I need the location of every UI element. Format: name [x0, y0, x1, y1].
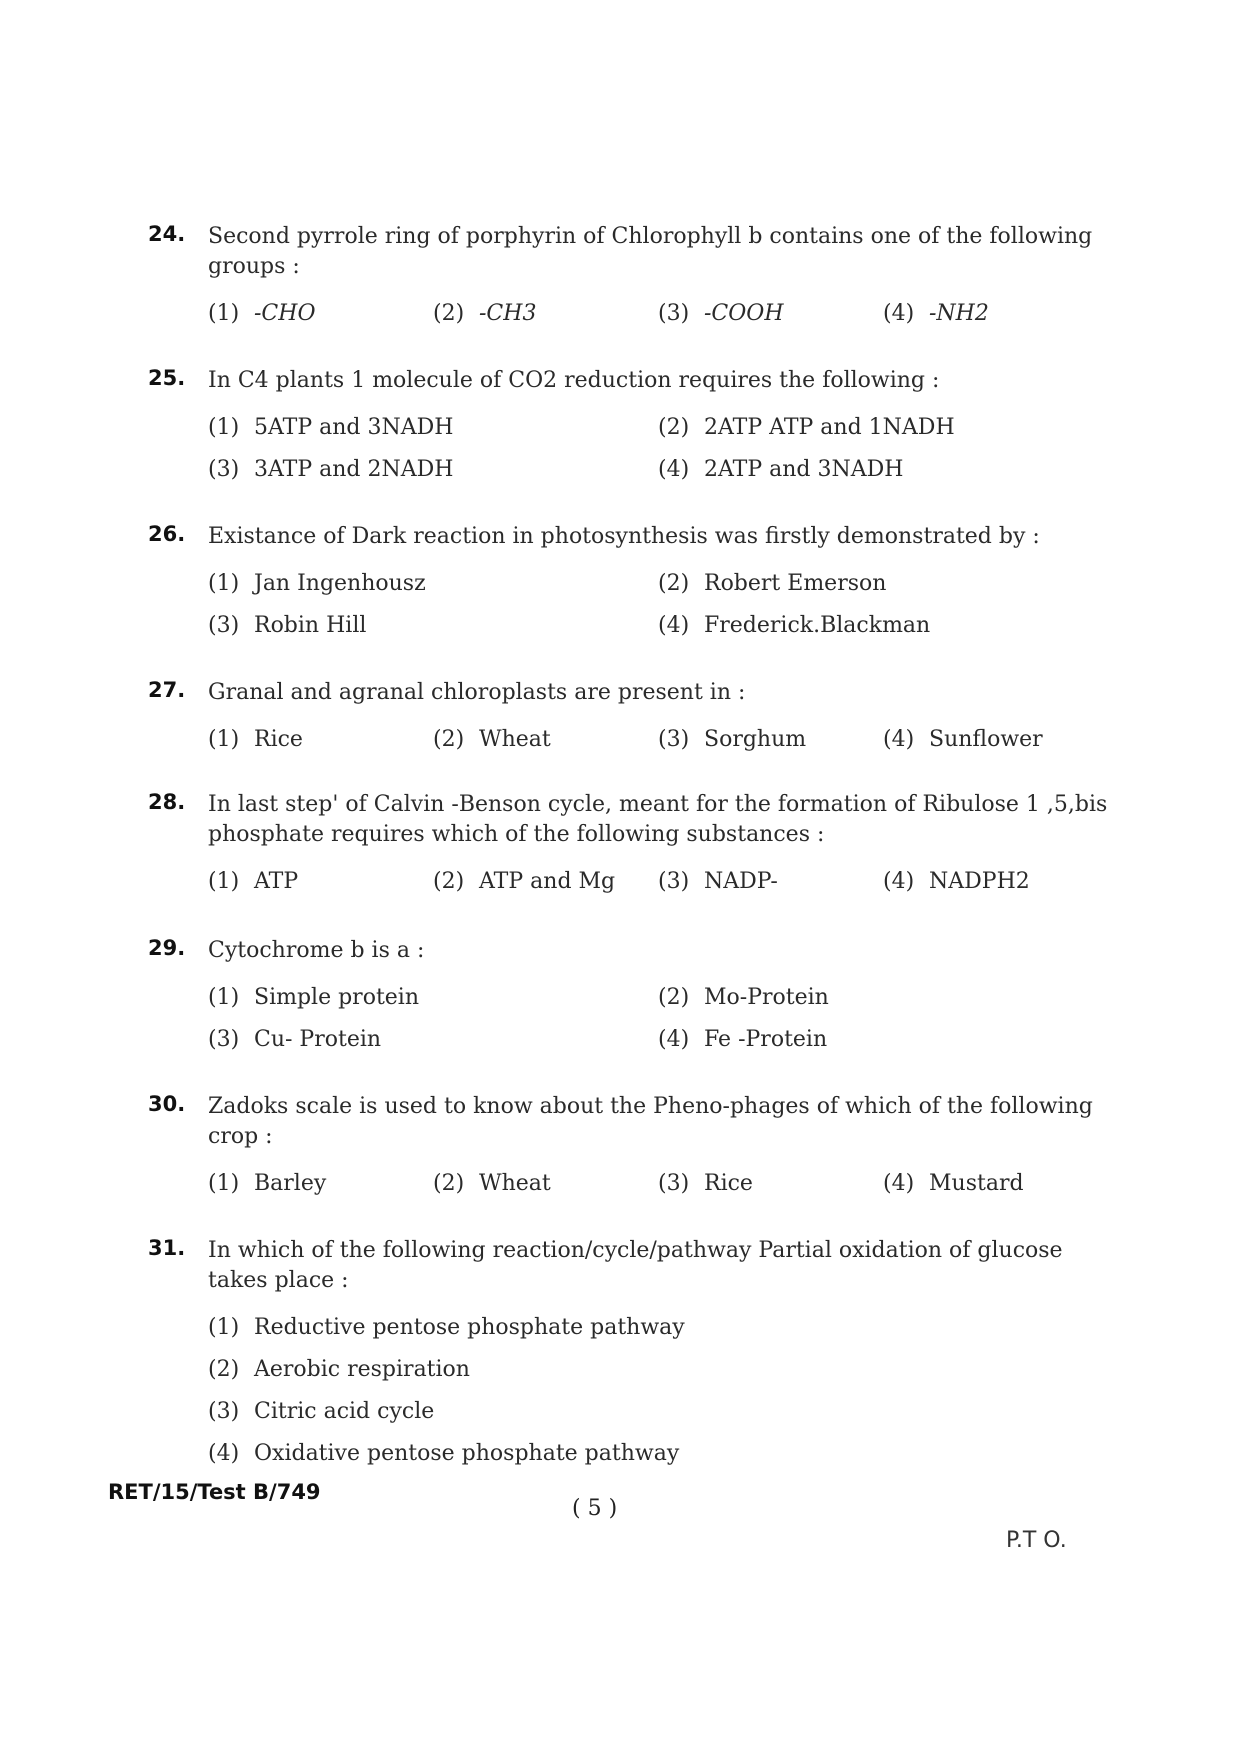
option-1: (1) -CHO	[208, 300, 316, 326]
option-4: (4) NADPH2	[883, 868, 1030, 894]
options	[208, 718, 1108, 760]
pto-label: P.T O.	[1006, 1528, 1067, 1553]
question-text: Existance of Dark reaction in photosynthesis was firstly demonstrated by :	[208, 524, 1040, 549]
question-27	[148, 678, 1108, 760]
option-3: (3) NADP-	[658, 868, 778, 894]
option-4: (4) 2ATP and 3NADH	[658, 456, 904, 482]
question-24	[148, 222, 1108, 334]
question-text: In C4 plants 1 molecule of CO2 reduction requires the following :	[208, 368, 940, 393]
option-1: (1) Rice	[208, 726, 303, 752]
option-3: (3) 3ATP and 2NADH	[208, 456, 454, 482]
question-30	[148, 1092, 1108, 1204]
options	[208, 292, 1108, 334]
question-number: 26.	[148, 522, 186, 546]
question-number: 30.	[148, 1092, 186, 1116]
option-2: (2) -CH3	[433, 300, 537, 326]
test-code: RET/15/Test B/749	[108, 1480, 321, 1504]
option-3: (3) Cu- Protein	[208, 1026, 382, 1052]
option-4: (4) Frederick.Blackman	[658, 612, 931, 638]
options	[208, 860, 1108, 902]
question-number: 31.	[148, 1236, 186, 1260]
option-4: (4) Mustard	[883, 1170, 1024, 1196]
question-text: Zadoks scale is used to know about the Pheno-phages of which of the following crop :	[208, 1094, 1093, 1149]
options	[208, 1306, 1108, 1474]
option-4: (4) -NH2	[883, 300, 989, 326]
option-2: (2) Aerobic respiration	[208, 1356, 470, 1382]
option-2: (2) Mo-Protein	[658, 984, 829, 1010]
question-26	[148, 522, 1108, 646]
option-2: (2) 2ATP ATP and 1NADH	[658, 414, 955, 440]
option-1: (1) Jan Ingenhousz	[208, 570, 426, 596]
question-25	[148, 366, 1108, 490]
option-1: (1) ATP	[208, 868, 299, 894]
options	[208, 562, 1108, 646]
question-text: Second pyrrole ring of porphyrin of Chlorophyll b contains one of the following groups :	[208, 224, 1093, 279]
question-number: 29.	[148, 936, 186, 960]
options	[208, 406, 1108, 490]
question-29	[148, 936, 1108, 1060]
page-number: ( 5 )	[572, 1496, 618, 1521]
option-1: (1) Reductive pentose phosphate pathway	[208, 1314, 685, 1340]
option-2: (2) ATP and Mg	[433, 868, 616, 894]
question-text: Cytochrome b is a :	[208, 938, 425, 963]
option-3: (3) Citric acid cycle	[208, 1398, 435, 1424]
option-1: (1) 5ATP and 3NADH	[208, 414, 454, 440]
question-text: Granal and agranal chloroplasts are present in :	[208, 680, 746, 705]
question-number: 27.	[148, 678, 186, 702]
option-4: (4) Sunflower	[883, 726, 1043, 752]
options	[208, 976, 1108, 1060]
option-3: (3) -COOH	[658, 300, 784, 326]
question-number: 25.	[148, 366, 186, 390]
question-text: In which of the following reaction/cycle/pathway Partial oxidation of glucose takes place :	[208, 1238, 1063, 1293]
option-2: (2) Wheat	[433, 726, 551, 752]
question-28	[148, 790, 1108, 902]
option-1: (1) Barley	[208, 1170, 327, 1196]
option-2: (2) Wheat	[433, 1170, 551, 1196]
question-31	[148, 1236, 1108, 1474]
question-text: In last step' of Calvin -Benson cycle, meant for the formation of Ribulose 1 ,5,bis phosphate requires which of the following substances :	[208, 792, 1108, 847]
options	[208, 1162, 1108, 1204]
question-number: 28.	[148, 790, 186, 814]
option-1: (1) Simple protein	[208, 984, 420, 1010]
question-number: 24.	[148, 222, 186, 246]
option-3: (3) Robin Hill	[208, 612, 367, 638]
option-4: (4) Oxidative pentose phosphate pathway	[208, 1440, 680, 1466]
option-3: (3) Sorghum	[658, 726, 807, 752]
option-3: (3) Rice	[658, 1170, 753, 1196]
option-4: (4) Fe -Protein	[658, 1026, 828, 1052]
option-2: (2) Robert Emerson	[658, 570, 887, 596]
